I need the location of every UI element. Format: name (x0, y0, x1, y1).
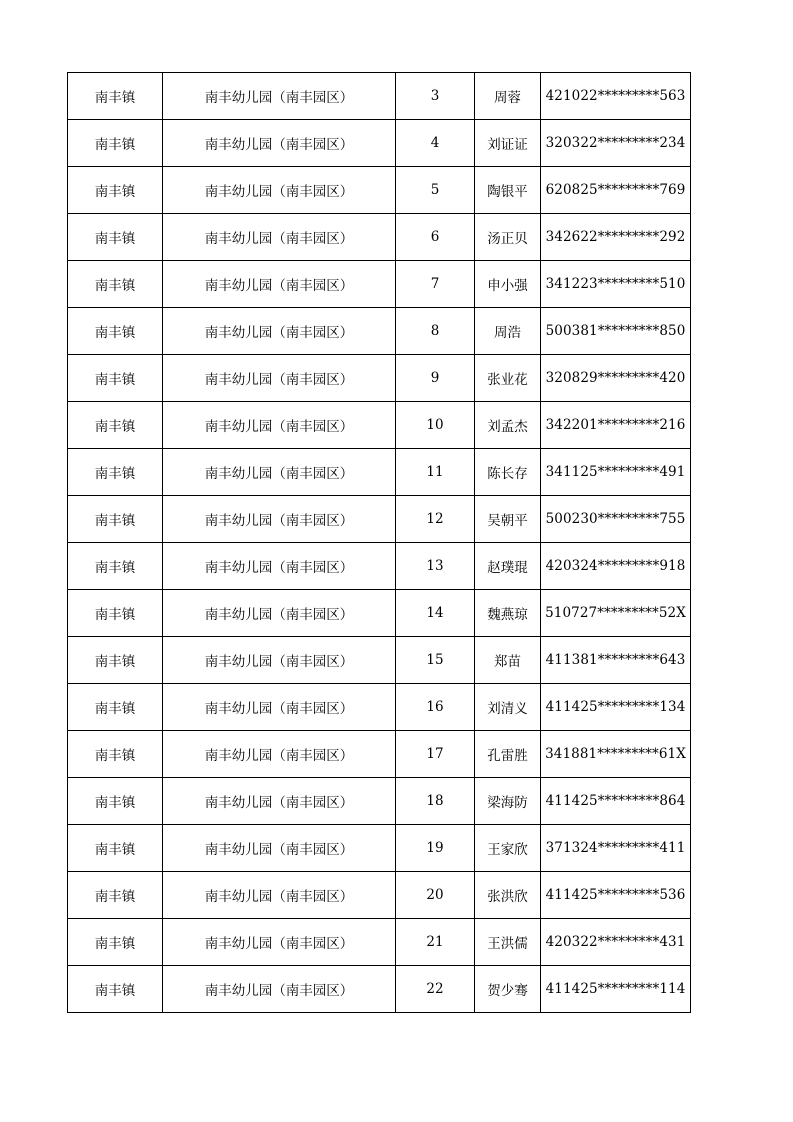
id-number-cell: 510727*********52X (541, 590, 691, 637)
table-row (68, 449, 691, 496)
person-name-cell: 张业花 (475, 355, 541, 402)
town-cell: 南丰镇 (68, 449, 163, 496)
table-row (68, 73, 691, 120)
id-number-cell: 341125*********491 (541, 449, 691, 496)
table-row (68, 543, 691, 590)
id-number-cell: 320322*********234 (541, 120, 691, 167)
id-number-cell: 411425*********114 (541, 966, 691, 1013)
id-number-cell: 341223*********510 (541, 261, 691, 308)
person-name-cell: 王家欣 (475, 825, 541, 872)
id-number-cell: 411425*********864 (541, 778, 691, 825)
school-cell: 南丰幼儿园（南丰园区） (163, 496, 396, 543)
town-cell: 南丰镇 (68, 731, 163, 778)
person-name-cell: 周蓉 (475, 73, 541, 120)
school-cell: 南丰幼儿园（南丰园区） (163, 355, 396, 402)
table-row (68, 402, 691, 449)
serial-number-cell: 18 (396, 778, 475, 825)
person-name-cell: 刘孟杰 (475, 402, 541, 449)
town-cell: 南丰镇 (68, 684, 163, 731)
table-row (68, 778, 691, 825)
person-name-cell: 周浩 (475, 308, 541, 355)
school-cell: 南丰幼儿园（南丰园区） (163, 449, 396, 496)
serial-number-cell: 22 (396, 966, 475, 1013)
school-cell: 南丰幼儿园（南丰园区） (163, 120, 396, 167)
school-cell: 南丰幼儿园（南丰园区） (163, 684, 396, 731)
school-cell: 南丰幼儿园（南丰园区） (163, 731, 396, 778)
school-cell: 南丰幼儿园（南丰园区） (163, 261, 396, 308)
person-name-cell: 申小强 (475, 261, 541, 308)
table-row (68, 637, 691, 684)
table-row (68, 355, 691, 402)
table-row (68, 966, 691, 1013)
serial-number-cell: 6 (396, 214, 475, 261)
serial-number-cell: 3 (396, 73, 475, 120)
serial-number-cell: 11 (396, 449, 475, 496)
table-row (68, 496, 691, 543)
id-number-cell: 500230*********755 (541, 496, 691, 543)
town-cell: 南丰镇 (68, 355, 163, 402)
person-name-cell: 刘证证 (475, 120, 541, 167)
table-row (68, 825, 691, 872)
table-row (68, 214, 691, 261)
town-cell: 南丰镇 (68, 402, 163, 449)
person-name-cell: 汤正贝 (475, 214, 541, 261)
town-cell: 南丰镇 (68, 120, 163, 167)
town-cell: 南丰镇 (68, 637, 163, 684)
town-cell: 南丰镇 (68, 966, 163, 1013)
serial-number-cell: 15 (396, 637, 475, 684)
table-row (68, 590, 691, 637)
table-row (68, 731, 691, 778)
town-cell: 南丰镇 (68, 73, 163, 120)
person-name-cell: 张洪欣 (475, 872, 541, 919)
person-name-cell: 王洪儒 (475, 919, 541, 966)
table-row (68, 120, 691, 167)
roster-table (67, 72, 691, 1013)
person-name-cell: 刘清义 (475, 684, 541, 731)
serial-number-cell: 9 (396, 355, 475, 402)
school-cell: 南丰幼儿园（南丰园区） (163, 543, 396, 590)
person-name-cell: 贺少骞 (475, 966, 541, 1013)
serial-number-cell: 5 (396, 167, 475, 214)
person-name-cell: 陈长存 (475, 449, 541, 496)
school-cell: 南丰幼儿园（南丰园区） (163, 167, 396, 214)
town-cell: 南丰镇 (68, 543, 163, 590)
serial-number-cell: 7 (396, 261, 475, 308)
school-cell: 南丰幼儿园（南丰园区） (163, 637, 396, 684)
id-number-cell: 420322*********431 (541, 919, 691, 966)
serial-number-cell: 16 (396, 684, 475, 731)
id-number-cell: 320829*********420 (541, 355, 691, 402)
person-name-cell: 孔雷胜 (475, 731, 541, 778)
town-cell: 南丰镇 (68, 778, 163, 825)
town-cell: 南丰镇 (68, 825, 163, 872)
school-cell: 南丰幼儿园（南丰园区） (163, 825, 396, 872)
id-number-cell: 342622*********292 (541, 214, 691, 261)
town-cell: 南丰镇 (68, 167, 163, 214)
serial-number-cell: 8 (396, 308, 475, 355)
school-cell: 南丰幼儿园（南丰园区） (163, 214, 396, 261)
person-name-cell: 魏燕琼 (475, 590, 541, 637)
serial-number-cell: 19 (396, 825, 475, 872)
id-number-cell: 411381*********643 (541, 637, 691, 684)
serial-number-cell: 10 (396, 402, 475, 449)
table-row (68, 167, 691, 214)
school-cell: 南丰幼儿园（南丰园区） (163, 402, 396, 449)
school-cell: 南丰幼儿园（南丰园区） (163, 919, 396, 966)
id-number-cell: 341881*********61X (541, 731, 691, 778)
town-cell: 南丰镇 (68, 308, 163, 355)
town-cell: 南丰镇 (68, 214, 163, 261)
id-number-cell: 421022*********563 (541, 73, 691, 120)
serial-number-cell: 17 (396, 731, 475, 778)
table-row (68, 261, 691, 308)
school-cell: 南丰幼儿园（南丰园区） (163, 73, 396, 120)
id-number-cell: 620825*********769 (541, 167, 691, 214)
school-cell: 南丰幼儿园（南丰园区） (163, 590, 396, 637)
id-number-cell: 420324*********918 (541, 543, 691, 590)
town-cell: 南丰镇 (68, 590, 163, 637)
person-name-cell: 梁海防 (475, 778, 541, 825)
town-cell: 南丰镇 (68, 496, 163, 543)
id-number-cell: 411425*********134 (541, 684, 691, 731)
table-row (68, 872, 691, 919)
serial-number-cell: 14 (396, 590, 475, 637)
school-cell: 南丰幼儿园（南丰园区） (163, 966, 396, 1013)
id-number-cell: 371324*********411 (541, 825, 691, 872)
table-row (68, 308, 691, 355)
town-cell: 南丰镇 (68, 261, 163, 308)
id-number-cell: 411425*********536 (541, 872, 691, 919)
id-number-cell: 342201*********216 (541, 402, 691, 449)
town-cell: 南丰镇 (68, 872, 163, 919)
table-row (68, 684, 691, 731)
person-name-cell: 赵璞琨 (475, 543, 541, 590)
serial-number-cell: 12 (396, 496, 475, 543)
table-row (68, 919, 691, 966)
person-name-cell: 陶银平 (475, 167, 541, 214)
school-cell: 南丰幼儿园（南丰园区） (163, 872, 396, 919)
serial-number-cell: 4 (396, 120, 475, 167)
school-cell: 南丰幼儿园（南丰园区） (163, 778, 396, 825)
person-name-cell: 吴朝平 (475, 496, 541, 543)
serial-number-cell: 21 (396, 919, 475, 966)
serial-number-cell: 20 (396, 872, 475, 919)
town-cell: 南丰镇 (68, 919, 163, 966)
roster-table-body (68, 73, 691, 1013)
id-number-cell: 500381*********850 (541, 308, 691, 355)
serial-number-cell: 13 (396, 543, 475, 590)
school-cell: 南丰幼儿园（南丰园区） (163, 308, 396, 355)
person-name-cell: 郑苗 (475, 637, 541, 684)
